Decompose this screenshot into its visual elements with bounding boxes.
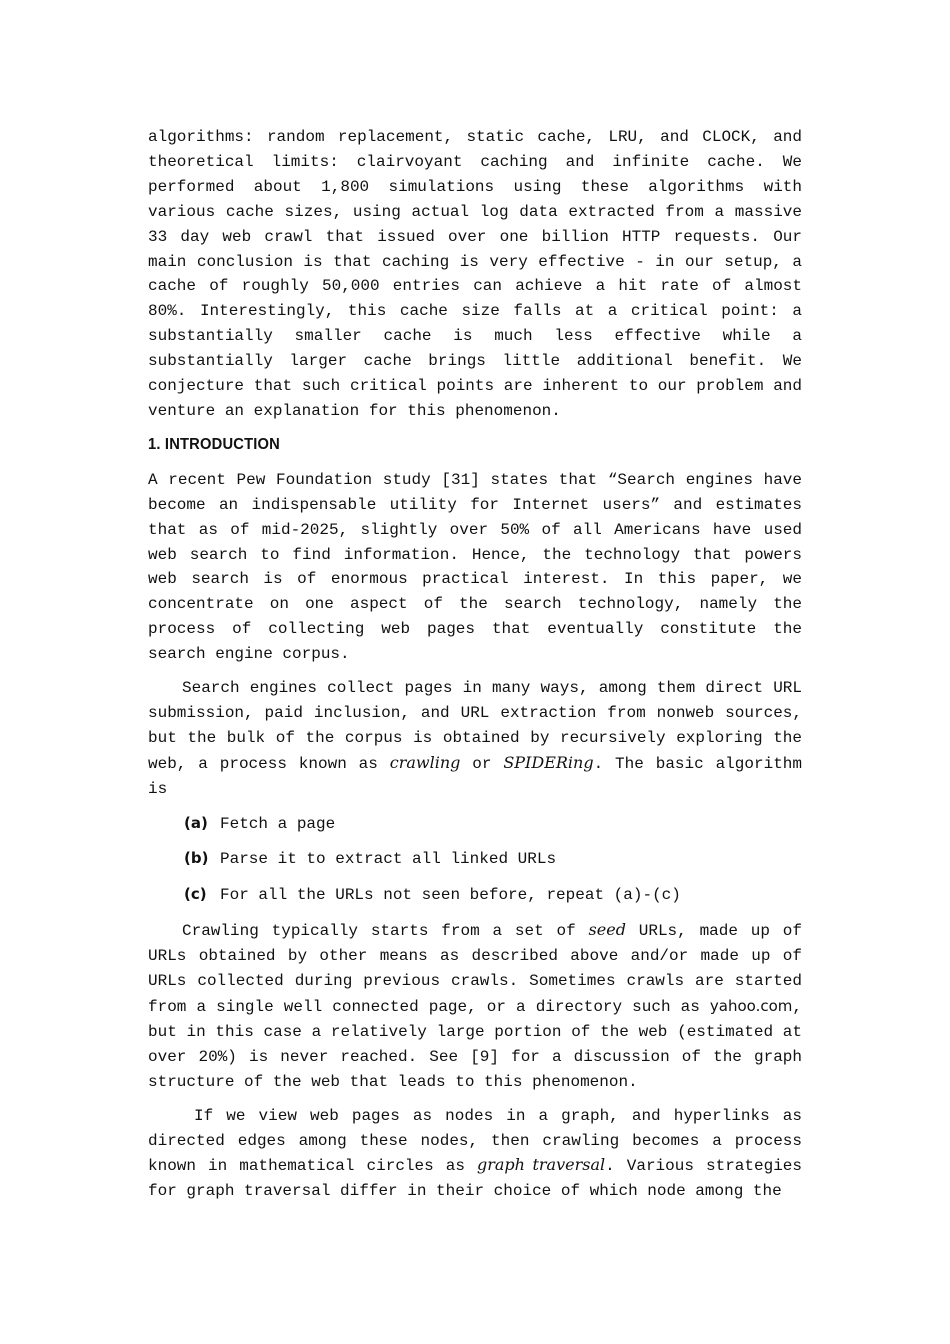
intro-paragraph-1: A recent Pew Foundation study [31] states that “Search engines have become an indispensable utility for Internet users” and estimates that as of mid-2025, slightly over 50% of all Americans have used web search to find information. Hence, the technology that powers web search is of enormous practical interest. In this paper, we concentrate on one aspect of the search technology, namely the process of collecting web pages that eventually constitute the search engine corpus. bbox=[148, 470, 802, 664]
term-crawling: crawling bbox=[389, 752, 461, 772]
abstract-tail: algorithms: random replacement, static cache, LRU, and CLOCK, and theoretical limits: clairvoyant caching and infinite cache. We performed about 1,800 simulations using these algorithms with various cache sizes, using actual log data extracted from a massive 33 day web crawl that issued over one billion HTTP requests. Our main conclusion is that caching is very effective - in our setup, a cache of roughly 50,000 entries can achieve a hit rate of almost 80%. Interestingly, this cache size falls at a critical point: a substantially smaller cache is much less effective while a substantially larger cache brings little additional benefit. We conjecture that such critical points are inherent to our problem and venture an explanation for this phenomenon. bbox=[148, 128, 802, 420]
step-label: (b) bbox=[184, 849, 209, 868]
domain-name: yahoo.com bbox=[709, 997, 793, 1015]
step-text: For all the URLs not seen before, repeat (a)-(c) bbox=[220, 886, 681, 905]
step-label: (a) bbox=[184, 813, 208, 832]
step-label: (c) bbox=[184, 885, 207, 904]
text-column bbox=[148, 125, 802, 1204]
list-item bbox=[184, 846, 802, 872]
section-heading: 1. INTRODUCTION bbox=[148, 435, 280, 453]
intro-paragraph-3: Crawling typically starts from a set of seed URLs, made up of URLs obtained by other means as described above and/or made up of URLs collected during previous crawls. Sometimes crawls are started from a single well connected page, or a directory such as yahoo.com, but in this case a relatively large portion of the web (estimated at over 20%) is never reached. See [9] for a discussion of the graph structure of the web that leads to this phenomenon. bbox=[148, 920, 803, 1091]
step-text: Fetch a page bbox=[220, 814, 336, 833]
term-spidering: SPIDERing bbox=[503, 752, 594, 772]
intro-paragraph-4: If we view web pages as nodes in a graph, and hyperlinks as directed edges among these nodes, then crawling becomes a process known in mathematical circles as graph traversal. Various strategies for graph traversal differ in their choice of which node among the bbox=[148, 1106, 803, 1201]
term-graph-traversal: graph traversal bbox=[476, 1155, 606, 1175]
list-item bbox=[184, 882, 802, 908]
step-text: Parse it to extract all linked URLs bbox=[220, 850, 557, 869]
list-item bbox=[184, 811, 802, 837]
algorithm-steps bbox=[148, 811, 802, 909]
intro-paragraph-2: Search engines collect pages in many ways, among them direct URL submission, paid inclusion, and URL extraction from nonweb sources, but the bulk of the corpus is obtained by recursively exploring the web, a process known as crawling or SPIDERing. The basic algorithm is bbox=[148, 679, 802, 798]
term-seed: seed bbox=[588, 920, 626, 940]
